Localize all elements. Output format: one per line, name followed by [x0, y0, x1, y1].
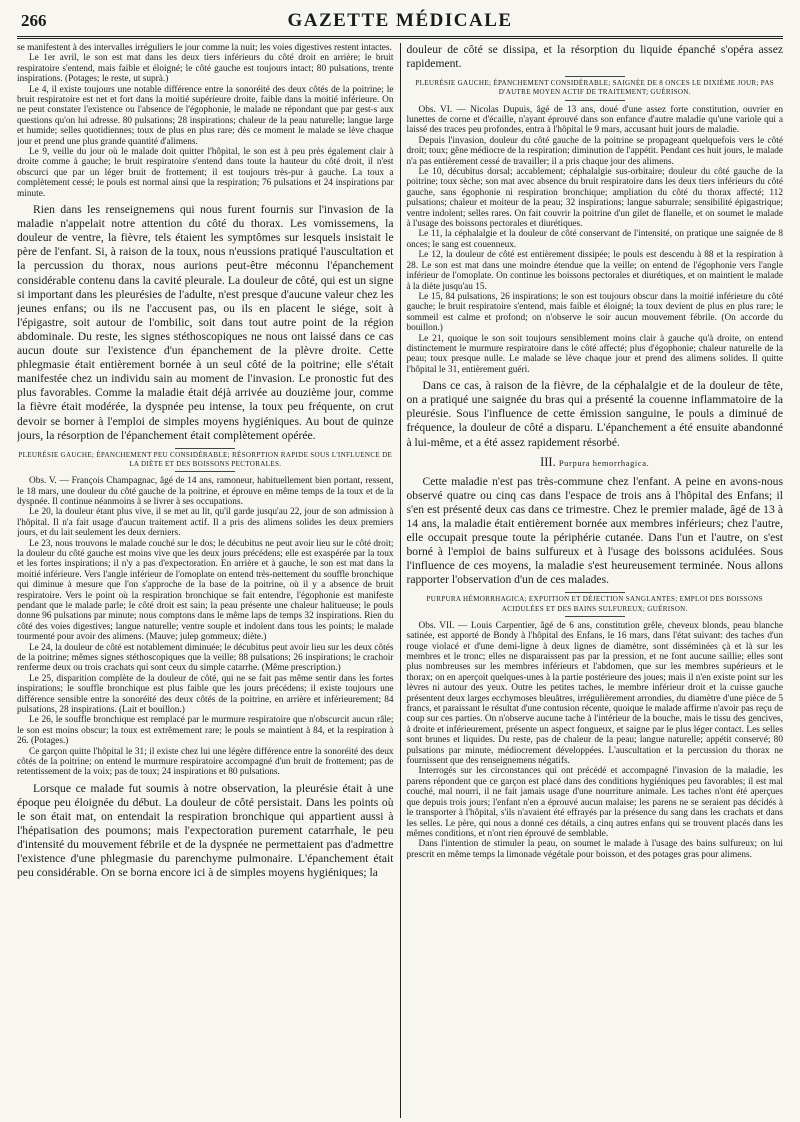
paragraph: Le 26, le souffle bronchique est remplacé par le murmure respiratoire que n'obscurcit aucun râle; le son est moins obscur; la toux est extrêmement rare; le pouls se maintient à 84, et la respiration à 26. (Potages.)	[17, 715, 394, 747]
page-header	[17, 8, 783, 39]
paragraph: Rien dans les renseignemens qui nous furent fournis sur l'invasion de la maladie n'appelait notre attention du côté du thorax. Les vomissemens, la douleur de ventre, la fièvre, tels étaient les symptômes sur lesquels insistait le père de l'enfant. Si, à raison de la toux, nous n'eussions pratiqué l'auscultation et la percussion du thorax, nous aurions peut-être méconnu l'épanchement considérable contenu dans la cavité pleurale. La douleur de côté, qui est un signe si important dans les pleurésies de l'adulte, n'est presque d'aucune valeur chez les jeunes enfans; ou ils ne l'accusent pas, ou ils en placent le siége, soit à l'épigastre, soit autour de l'ombilic, soit dans tout autre point de la région abdominale. Du reste, les signes stéthoscopiques ne nous ont laissé dans ce cas aucun doute sur l'existence d'un épanchement de la plèvre droite. Cette phlegmasie était entièrement bornée à un seul côté de la poitrine; elle s'était manifestée chez un individu sain au moment de l'invasion. Le pronostic fut des plus favorables. Comme la maladie était déjà arrivée au douzième jour, comme la fièvre était modérée, la dyspnée peu intense, la toux peu fréquente, on crut devoir se borner à l'emploi de simples moyens hygiéniques. Au bout de quinze jours, la résorption de l'épanchement était complètement opérée.	[17, 203, 394, 442]
paragraph: Le 9, veille du jour où le malade doit quitter l'hôpital, le son est à peu près également clair à droite comme à gauche; le bruit respiratoire s'entend dans toute la hauteur du côté droit, il n'est obscurci que par un léger bruit de frottement; il est toujours très-pur à gauche. La toux a complètement cessé; le pouls est normal ainsi que la respiration; 76 pulsations et 24 inspirations par minute.	[17, 147, 394, 199]
paragraph: Le 25, disparition complète de la douleur de côté, qui ne se fait pas même sentir dans les fortes inspirations; le souffle bronchique est plus faible que les jours précédens; il existe toujours une différence sensible entre la sonoréité des deux côtés de la poitrine, en arrière et inférieurement; 84 pulsations, 28 inspirations. (Lait et bouillon.)	[17, 673, 394, 716]
paragraph: Le 15, 84 pulsations, 26 inspirations; le son est toujours obscur dans la moitié inférieure du côté gauche; le bruit respiratoire s'entend, mais faible et éloigné; la toux devient de plus en plus rare; le sommeil est calme et profond; on n'observe le soir aucun mouvement fébrile. (On accorde du bouillon.)	[406, 291, 783, 334]
paragraph: se manifestent à des intervalles irréguliers le jour comme la nuit; les voies digestives restent intactes.	[17, 43, 392, 53]
paragraph: Cette maladie n'est pas très-commune chez l'enfant. A peine en avons-nous observé quatre ou cinq cas dans l'espace de trois ans à l'hôpital des Enfans; il s'en est présenté deux cas dans ce trimestre. Chez le premier malade, âgé de 13 à 14 ans, la maladie était entièrement bornée aux membres inférieurs; chez l'autre, elle occupait presque toute la périphérie cutanée. Dans l'un et l'autre, on s'est borné à l'emploi de bains sulfureux et à l'usage des boissons acidulées. Sous l'influence de ces moyens, la maladie s'est heureusement terminée. Nous allons rapporter l'observation d'un de ces malades.	[406, 474, 783, 587]
paragraph: Le 1er avril, le son est mat dans les deux tiers inférieurs du côté droit en arrière; le bruit respiratoire s'entend, mais faible et éloigné; le côté gauche est toujours intact; 80 pulsations, trente inspirations. (Potages; le reste, ut suprà.)	[17, 53, 394, 85]
paragraph: Lorsque ce malade fut soumis à notre observation, la pleurésie était à une époque peu éloignée du début. La douleur de côté persistait. Dans les points où le son était mat, on entendait la respiration bronchique qui appartient aussi à l'hépatisation des poumons; mais l'expectoration purement catarrhale, le peu d'intensité du mouvement fébrile et de la dyspnée ne permettaient pas d'admettre l'existence d'une phlegmasie du parenchyme pulmonaire. L'épanchement était peu considérable. On se borna encore ici à de simples moyens hygiéniques; la	[17, 781, 394, 880]
paragraph: Dans ce cas, à raison de la fièvre, de la céphalalgie et de la douleur de tête, on a pratiqué une saignée du bras qui a présenté la couenne inflammatoire de la pleurésie. Sous l'influence de cette émission sanguine, le pouls a diminué de fréquence, la douleur de côté a disparu. L'épanchement a été ensuite abandonné à lui-même, et a été assez rapidement résorbé.	[406, 379, 783, 449]
paragraph: Le 20, la douleur étant plus vive, il se met au lit, qu'il garde jusqu'au 22, jour de son admission à l'hôpital. Il n'a fait usage d'aucun traitement actif. Il a pris des alimens solides les deux premiers jours, et du lait seulement les deux derniers.	[17, 507, 394, 539]
paragraph: Obs. V. — François Champagnac, âgé de 14 ans, ramoneur, habituellement bien portant, ressent, le 18 mars, une douleur du côté gauche de la poitrine, et éprouve en même temps de la toux et de la dyspnée. Il continue néanmoins à se livrer à ses occupations.	[17, 476, 394, 507]
left-column	[17, 43, 400, 1118]
paragraph: Le 23, nous trouvons le malade couché sur le dos; le décubitus ne peut avoir lieu sur le côté droit; la douleur du côté gauche est moins vive que les deux jours précédens; elle est exaspérée par la toux et les fortes inspirations; il n'y a pas d'expectoration. En arrière et à gauche, le son est mat dans la moitié inférieure. Vers l'angle inférieur de l'omoplate on entend très-nettement du souffle bronchique qui diminue à mesure que l'on s'approche de la base de la poitrine, où il y a absence de bruit respiratoire. Vers le point où la respiration bronchique se fait entendre, l'égophonie est manifeste pendant que le malade parle; le côté droit est sain; la peau présente une chaleur halitueuse; le pouls donne 96 pulsations par minute; nous comptons dans le même laps de temps 32 inspirations. Rien du côté des voies digestives; langue naturelle; ventre souple et indolent dans tous les points; le malade tourmenté pour avoir des alimens. (Mauve; julep gommeux; diète.)	[17, 538, 394, 643]
page-title: GAZETTE MÉDICALE	[287, 10, 513, 31]
section-heading: PLEURÉSIE GAUCHE; ÉPANCHEMENT CONSIDÉRABLE; SAIGNÉE DE 8 ONCES LE DIXIÈME JOUR; PAS D'AUTRE MOYEN ACTIF DE TRAITEMENT; GUÉRISON.	[406, 76, 783, 100]
chapter-number: III.	[540, 454, 556, 469]
paragraph: Interrogés sur les circonstances qui ont précédé et accompagné l'invasion de la maladie, les parens répondent que ce garçon est placé dans des conditions hygiéniques peu favorables; il est mal couché, mal nourri, il ne fait jamais usage d'une nourriture animale. Les taches n'ont été aperçues que depuis trois jours; l'enfant n'en a éprouvé aucun malaise; les parens ne se seraient pas décidés à le transporter à l'hôpital, s'ils n'avaient été effrayés par la présence du sang dans les crachats et dans les selles. Le père, qui nous a donné ces détails, a cinq autres enfans qui se trouvent placés dans les mêmes conditions, et n'ont rien éprouvé de semblable.	[406, 766, 783, 839]
paragraph: Le 12, la douleur de côté est entièrement dissipée; le pouls est descendu à 88 et la respiration à 28. Le son est mat dans une moindre étendue que la veille; on entend de l'égophonie vers l'angle inférieur de l'omoplate. On continue les boissons pectorales et diurétiques, et on maintient le malade à la diète jusqu'au 15.	[406, 250, 783, 292]
paragraph: Le 4, il existe toujours une notable différence entre la sonoréité des deux côtés de la poitrine; le bruit respiratoire est net et fort dans la moitié supérieure droite, faible dans la moitié inférieure. On ne peut constater l'existence ou l'absence de l'égophonie, le malade ne répondant que par gest-s aux questions qu'on lui adresse. 80 pulsations; 28 inspirations; chaleur de la peau naturelle; langue large et humide; selles quotidiennes; toux de plus en plus rare; dès ce moment le malade se lève chaque jour et prend une plus grande quantité d'alimens.	[17, 84, 394, 147]
chapter-title: Purpura hemorrhagica.	[558, 457, 650, 468]
page-number: 266	[21, 11, 47, 30]
paragraph: Depuis l'invasion, douleur du côté gauche de la poitrine se propageant quelquefois vers le côté droit; toux; gêne médiocre de la respiration; diminution de l'appétit. Pendant ces huit jours, le malade n'a pas entièrement cessé de travailler; il a pris chaque jour des alimens.	[406, 135, 783, 167]
paragraph: Obs. VI. — Nicolas Dupuis, âgé de 13 ans, doué d'une assez forte constitution, ouvrier en lunettes de corne et d'écaille, n'ayant éprouvé dans son enfance d'autre maladie qu'une variole qui a laissé des traces peu profondes, entra à l'hôpital le 9 mars, accusant huit jours de maladie.	[406, 104, 783, 136]
paragraph: Le 10, décubitus dorsal; accablement; céphalalgie sus-orbitaire; douleur du côté gauche de la poitrine; toux sèche; son mat avec absence du bruit respiratoire dans les deux tiers inférieurs du côté gauche, sans égophonie ni respiration bronchique; ampliation du côté du thorax affecté; 112 pulsations; chaleur et moiteur de la peau; 32 inspirations; langue saburrale; sensibilité épigastrique; ventre indolent; selles rares. On fait couvrir la poitrine d'un gilet de flanelle, et on soumet le malade à l'usage des boissons pectorales et diurétiques.	[406, 167, 783, 230]
section-heading: PLEURÉSIE GAUCHE; ÉPANCHEMENT PEU CONSIDÉRABLE; RÉSORPTION RAPIDE SOUS L'INFLUENCE DE LA DIÈTE ET DES BOISSONS PECTORALES.	[17, 448, 394, 472]
paragraph: Ce garçon quitte l'hôpital le 31; il existe chez lui une légère différence entre la sonoréité des deux côtés de la poitrine; on entend le murmure respiratoire accompagné d'un bruit de frottement; pas de retentissement de la voix; pas de toux; 24 inspirations et 80 pulsations.	[17, 746, 394, 778]
paragraph: Le 11, la céphalalgie et la douleur de côté conservant de l'intensité, on pratique une saignée de 8 onces; le sang est couenneux.	[406, 229, 783, 250]
right-column	[400, 43, 783, 1118]
paragraph: Le 24, la douleur de côté est notablement diminuée; le décubitus peut avoir lieu sur les deux côtés de la poitrine; mêmes signes stéthoscopiques que la veille; 88 pulsations; 26 inspirations; le crachoir renferme deux ou trois crachats qui sont ceux du simple catarrhe. (Même prescription.)	[17, 642, 394, 674]
two-column-body	[17, 43, 783, 1118]
paragraph: douleur de côté se dissipa, et la résorption du liquide épanché s'opéra assez rapidement.	[406, 43, 783, 71]
chapter-heading	[406, 454, 783, 472]
paragraph: Dans l'intention de stimuler la peau, on soumet le malade à l'usage des bains sulfureux; on lui prescrit en même temps la limonade végétale pour boisson, et des potages gras pour alimens.	[406, 839, 783, 860]
paragraph: Le 21, quoique le son soit toujours sensiblement moins clair à gauche qu'à droite, on entend distinctement le murmure respiratoire dans le côté affecté; plus d'égophonie; chaleur naturelle de la peau; toux presque nulle. Le malade se lève chaque jour et prend des alimens solides. Il quitte l'hôpital le 31, entièrement guéri.	[406, 333, 783, 375]
section-heading: PURPURA HÉMORRHAGICA; EXPUITION ET DÉJECTION SANGLANTES; EMPLOI DES BOISSONS ACIDULÉES ET DES BAINS SULFUREUX; GUÉRISON.	[406, 592, 783, 616]
paragraph: Obs. VII. — Louis Carpentier, âgé de 6 ans, constitution grêle, cheveux blonds, peau blanche satinée, est apporté de Bondy à l'hôpital des Enfans, le 16 mars, dans l'état suivant: des taches d'un rouge violacé et d'une demi-ligne à deux lignes de diamètre, sont disséminées çà et là sur les membres et le tronc; elles ne disparaissent pas par la pression, et ne font aucune saillie; elles sont plus nombreuses sur les membres inférieurs et l'abdomen, que sur les membres supérieurs et le thorax; on en aperçoit quelques-unes à la partie postérieure des joues; mais il n'en existe point sur les lèvres ni autour des yeux. Outre les petites taches, le membre inférieur droit et la cuisse gauche présentent deux larges ecchymoses bleuâtres, irrégulièrement arrondies, du diamètre d'une pièce de 5 francs, et paraissant le résultat d'une contusion récente, quoique le malade affirme n'avoir pas reçu de coup sur ces parties. On n'observe aucune tache à l'intérieur de la bouche, mais le tissu des gencives, à droite et inférieurement, présente un aspect fongueux, et saigne par le plus léger contact. Les selles sont brunes et liquides. Du reste, pas de chaleur de la peau; langue naturelle; appétit conservé; 80 pulsations par minute, médiocrement développées. L'auscultation et la percussion du thorax ne fournissent que des renseignemens négatifs.	[406, 620, 783, 767]
